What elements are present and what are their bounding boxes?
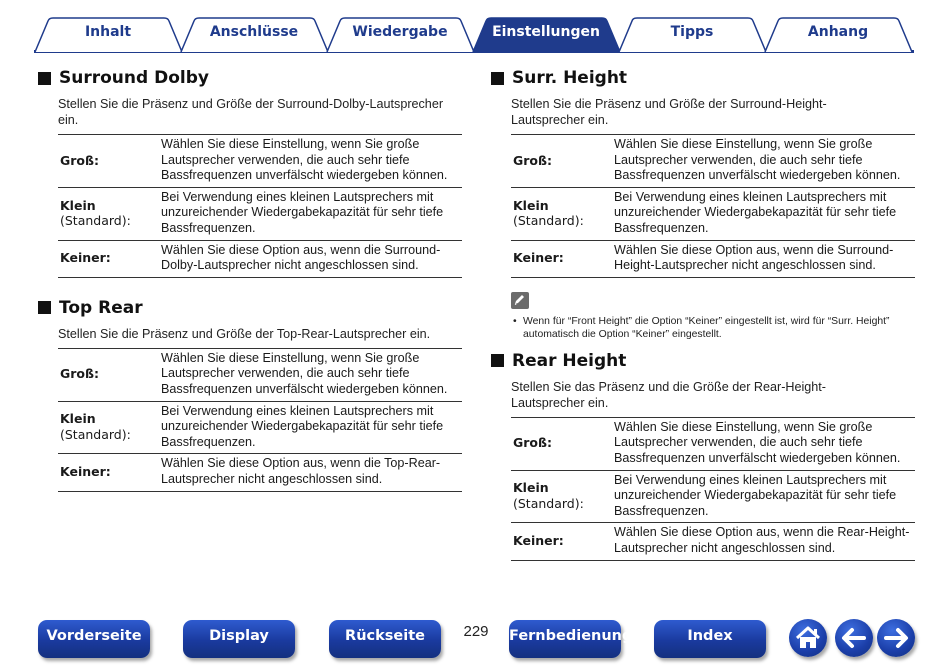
option-key-label: Keiner: bbox=[60, 250, 111, 266]
bullet: • bbox=[513, 315, 517, 327]
page-number: 229 bbox=[463, 623, 489, 640]
option-key-label: Groß: bbox=[513, 152, 553, 168]
option-key-sublabel: (Standard): bbox=[513, 495, 584, 511]
option-description: Bei Verwendung eines kleinen Lautsprechers mit unzureichender Wiedergabekapazität für sehr tiefe Bassfrequenzen. bbox=[612, 187, 915, 240]
option-key bbox=[511, 240, 612, 277]
tab-anhang[interactable] bbox=[764, 17, 912, 51]
table-row bbox=[58, 401, 462, 454]
section-description: Stellen Sie die Präsenz und Größe der Surround-Dolby-Lautsprecher ein. bbox=[58, 97, 444, 127]
option-key bbox=[511, 135, 612, 188]
option-key-sublabel: (Standard): bbox=[513, 213, 584, 229]
options-table bbox=[58, 134, 462, 278]
tab-tipps[interactable] bbox=[618, 17, 766, 51]
option-key-label: Klein bbox=[513, 197, 549, 213]
option-key-label: Keiner: bbox=[513, 533, 564, 549]
option-key bbox=[511, 470, 612, 523]
table-row bbox=[511, 417, 915, 470]
option-key-label: Groß: bbox=[60, 152, 100, 168]
forward-button[interactable] bbox=[877, 619, 915, 657]
tab-anschluesse[interactable] bbox=[180, 17, 328, 51]
table-row bbox=[58, 135, 462, 188]
option-key bbox=[511, 187, 612, 240]
tab-inhalt[interactable] bbox=[34, 17, 182, 51]
option-key-label: Keiner: bbox=[60, 464, 111, 480]
square-bullet-icon bbox=[38, 72, 51, 85]
remote-control-button[interactable]: Fernbedienung bbox=[509, 620, 621, 658]
section-surround-dolby bbox=[38, 66, 448, 278]
section-rear-height bbox=[491, 349, 910, 561]
table-row bbox=[58, 454, 462, 491]
option-key-sublabel: (Standard): bbox=[60, 426, 131, 442]
option-description: Bei Verwendung eines kleinen Lautsprechers mit unzureichender Wiedergabekapazität für sehr tiefe Bassfrequenzen. bbox=[612, 470, 915, 523]
option-key-sublabel: (Standard): bbox=[60, 213, 131, 229]
section-title-text: Surr. Height bbox=[512, 68, 628, 88]
option-description: Bei Verwendung eines kleinen Lautsprechers mit unzureichender Wiedergabekapazität für sehr tiefe Bassfrequenzen. bbox=[159, 187, 462, 240]
option-key-label: Keiner: bbox=[513, 250, 564, 266]
square-bullet-icon bbox=[38, 301, 51, 314]
options-table bbox=[58, 348, 462, 492]
option-key bbox=[58, 240, 159, 277]
tab-bar bbox=[34, 17, 914, 53]
note-text-content: Wenn für “Front Height” die Option “Keiner” eingestellt ist, wird für “Surr. Height” automatisch die Option “Keiner” eingestellt. bbox=[523, 315, 890, 340]
tab-label: Wiedergabe bbox=[352, 24, 448, 40]
option-description: Wählen Sie diese Option aus, wenn die Rear-Height-Lautsprecher nicht angeschlossen sind. bbox=[612, 523, 915, 560]
section-title bbox=[38, 296, 443, 320]
table-row bbox=[511, 187, 915, 240]
section-description: Stellen Sie die Präsenz und Größe der Top-Rear-Lautsprecher ein. bbox=[58, 326, 431, 341]
section-description: Stellen Sie das Präsenz und die Größe der Rear-Height-Lautsprecher ein. bbox=[511, 379, 827, 410]
arrow-left-icon bbox=[835, 619, 873, 657]
table-row bbox=[511, 135, 915, 188]
front-page-button[interactable]: Vorderseite bbox=[38, 620, 150, 658]
back-button[interactable] bbox=[835, 619, 873, 657]
option-key-label: Klein bbox=[513, 480, 549, 496]
option-key-label: Groß: bbox=[60, 366, 100, 382]
right-column bbox=[491, 66, 910, 575]
table-row bbox=[511, 240, 915, 277]
section-title bbox=[491, 66, 896, 90]
option-key bbox=[58, 187, 159, 240]
option-key-label: Klein bbox=[60, 411, 96, 427]
tab-label: Anhang bbox=[807, 24, 869, 40]
option-key bbox=[58, 135, 159, 188]
option-description: Wählen Sie diese Einstellung, wenn Sie große Lautsprecher verwenden, die auch sehr tiefe Bassfrequenzen unverfälscht wiedergeben können. bbox=[159, 348, 462, 401]
option-description: Wählen Sie diese Option aus, wenn die Surround-Dolby-Lautsprecher nicht angeschlossen sind. bbox=[159, 240, 462, 277]
display-button[interactable]: Display bbox=[183, 620, 295, 658]
back-panel-button[interactable]: Rückseite bbox=[329, 620, 441, 658]
table-row bbox=[58, 187, 462, 240]
tab-label: Anschlüsse bbox=[209, 24, 299, 40]
section-title bbox=[491, 349, 896, 373]
home-button[interactable] bbox=[789, 619, 827, 657]
section-description: Stellen Sie die Präsenz und Größe der Surround-Height-Lautsprecher ein. bbox=[511, 97, 827, 127]
option-description: Bei Verwendung eines kleinen Lautsprechers mit unzureichender Wiedergabekapazität für sehr tiefe Bassfrequenzen. bbox=[159, 401, 462, 454]
tab-label: Tipps bbox=[670, 24, 714, 40]
note-text bbox=[511, 315, 896, 341]
tab-einstellungen[interactable] bbox=[472, 17, 620, 51]
section-title-text: Rear Height bbox=[512, 350, 627, 371]
table-row bbox=[511, 470, 915, 523]
option-key bbox=[511, 523, 612, 560]
option-description: Wählen Sie diese Einstellung, wenn Sie große Lautsprecher verwenden, die auch sehr tiefe Bassfrequenzen unverfälscht wiedergeben können. bbox=[612, 135, 915, 188]
pencil-note-icon bbox=[511, 292, 529, 309]
option-key-label: Klein bbox=[60, 197, 96, 213]
square-bullet-icon bbox=[491, 72, 504, 85]
option-key bbox=[58, 454, 159, 491]
square-bullet-icon bbox=[491, 354, 504, 367]
option-key bbox=[58, 401, 159, 454]
section-title bbox=[38, 66, 443, 90]
options-table bbox=[511, 134, 915, 278]
option-description: Wählen Sie diese Einstellung, wenn Sie große Lautsprecher verwenden, die auch sehr tiefe Bassfrequenzen unverfälscht wiedergeben können. bbox=[612, 417, 915, 470]
section-title-text: Top Rear bbox=[59, 297, 143, 318]
option-key-label: Groß: bbox=[513, 435, 553, 451]
option-key bbox=[58, 348, 159, 401]
option-description: Wählen Sie diese Option aus, wenn die Surround-Height-Lautsprecher nicht angeschlossen sind. bbox=[612, 240, 915, 277]
section-title-text: Surround Dolby bbox=[59, 68, 209, 88]
tab-wiedergabe[interactable] bbox=[326, 17, 474, 51]
section-top-rear bbox=[38, 296, 448, 492]
note-box bbox=[511, 292, 896, 341]
left-column bbox=[38, 66, 448, 506]
table-row bbox=[511, 523, 915, 560]
table-row bbox=[58, 348, 462, 401]
option-key bbox=[511, 417, 612, 470]
tab-label: Einstellungen bbox=[492, 24, 600, 40]
tab-label: Inhalt bbox=[84, 24, 132, 40]
home-icon bbox=[789, 619, 827, 657]
table-row bbox=[58, 240, 462, 277]
arrow-right-icon bbox=[877, 619, 915, 657]
section-surr-height bbox=[491, 66, 901, 278]
index-button[interactable]: Index bbox=[654, 620, 766, 658]
options-table bbox=[511, 417, 915, 561]
option-description: Wählen Sie diese Option aus, wenn die Top-Rear-Lautsprecher nicht angeschlossen sind. bbox=[159, 454, 462, 491]
option-description: Wählen Sie diese Einstellung, wenn Sie große Lautsprecher verwenden, die auch sehr tiefe Bassfrequenzen unverfälscht wiedergeben können. bbox=[159, 135, 462, 188]
